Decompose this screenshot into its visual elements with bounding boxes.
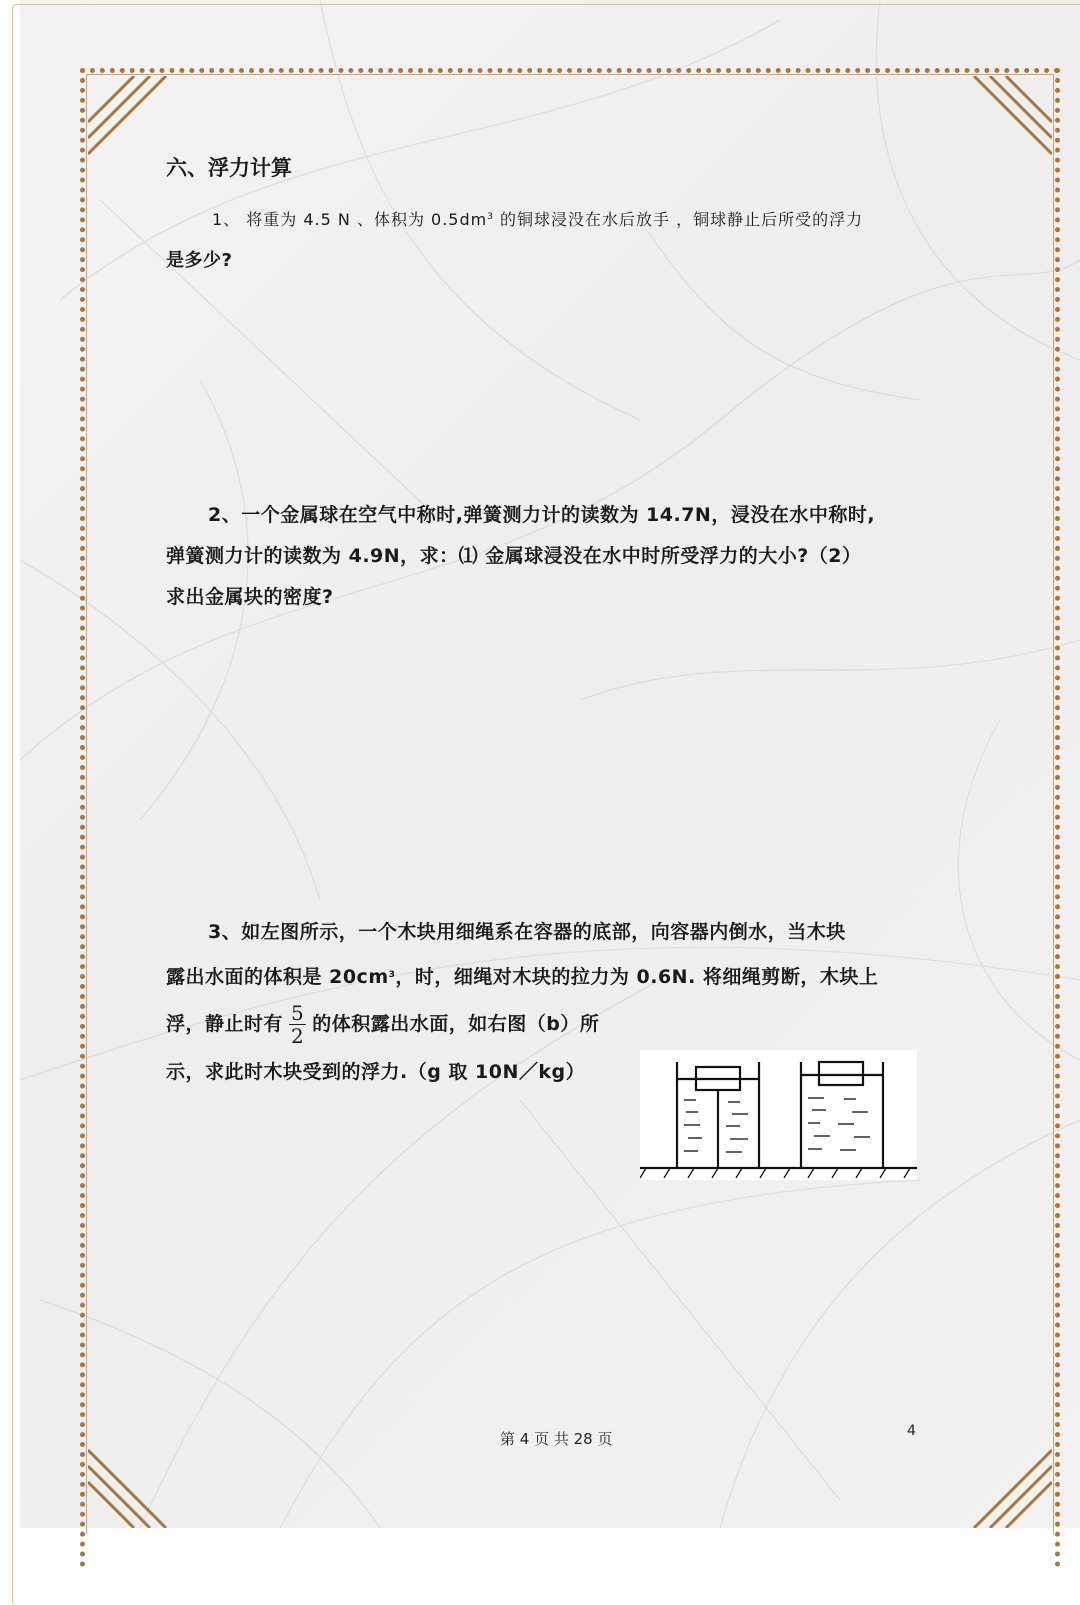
question-3-line-1: 3、如左图所示，一个木块用细绳系在容器的底部，向容器内倒水，当木块 — [208, 921, 846, 943]
fraction-denominator: 2 — [291, 1024, 305, 1048]
question-2-line-1: 2、一个金属球在空气中称时,弹簧测力计的读数为 14.7N，浸没在水中称时, — [208, 504, 876, 526]
fraction — [289, 1002, 306, 1047]
question-3-line-3 — [166, 1002, 599, 1047]
corner-ornament-top-left — [88, 76, 178, 166]
container-diagrams — [640, 1050, 917, 1180]
corner-ornament-top-right — [962, 76, 1052, 166]
question-3-line-4: 示，求此时木块受到的浮力.（g 取 10N／kg） — [166, 1061, 586, 1083]
corner-ornament-bottom-right — [962, 1438, 1052, 1528]
inner-border — [86, 74, 1054, 1534]
question-3-text-a: 露出水面的体积是 20cm — [166, 966, 389, 988]
question-2-line-2: 弹簧测力计的读数为 4.9N，求：⑴ 金属球浸没在水中时所受浮力的大小?（2） — [166, 545, 862, 567]
page-footer-label: 第 4 页 共 28 页 — [500, 1430, 613, 1448]
question-3-text-c: 浮，静止时有 — [166, 1013, 284, 1035]
question-3-superscript: 3 — [388, 970, 396, 980]
question-3-text-b: ，时，细绳对木块的拉力为 0.6N. 将细绳剪断，木块上 — [395, 966, 879, 988]
question-1-line-1 — [212, 207, 863, 230]
question-3-text-d: 的体积露出水面，如右图（b）所 — [312, 1013, 600, 1035]
container-diagram-svg — [640, 1050, 917, 1180]
question-2-line-3: 求出金属块的密度? — [166, 586, 334, 608]
fraction-numerator: 5 — [291, 1001, 305, 1025]
question-1-text-a: 1、 将重为 4.5 N 、体积为 0.5dm — [212, 210, 488, 229]
page-number: 4 — [907, 1423, 916, 1439]
corner-ornament-bottom-left — [88, 1438, 178, 1528]
question-3-line-2 — [166, 962, 878, 989]
question-1-line-2: 是多少? — [166, 250, 233, 271]
question-1-text-b: 的铜球浸没在水后放手 ，铜球静止后所受的浮力 — [493, 210, 864, 229]
question-1-superscript: 3 — [487, 212, 494, 222]
section-title: 六、浮力计算 — [166, 156, 292, 180]
